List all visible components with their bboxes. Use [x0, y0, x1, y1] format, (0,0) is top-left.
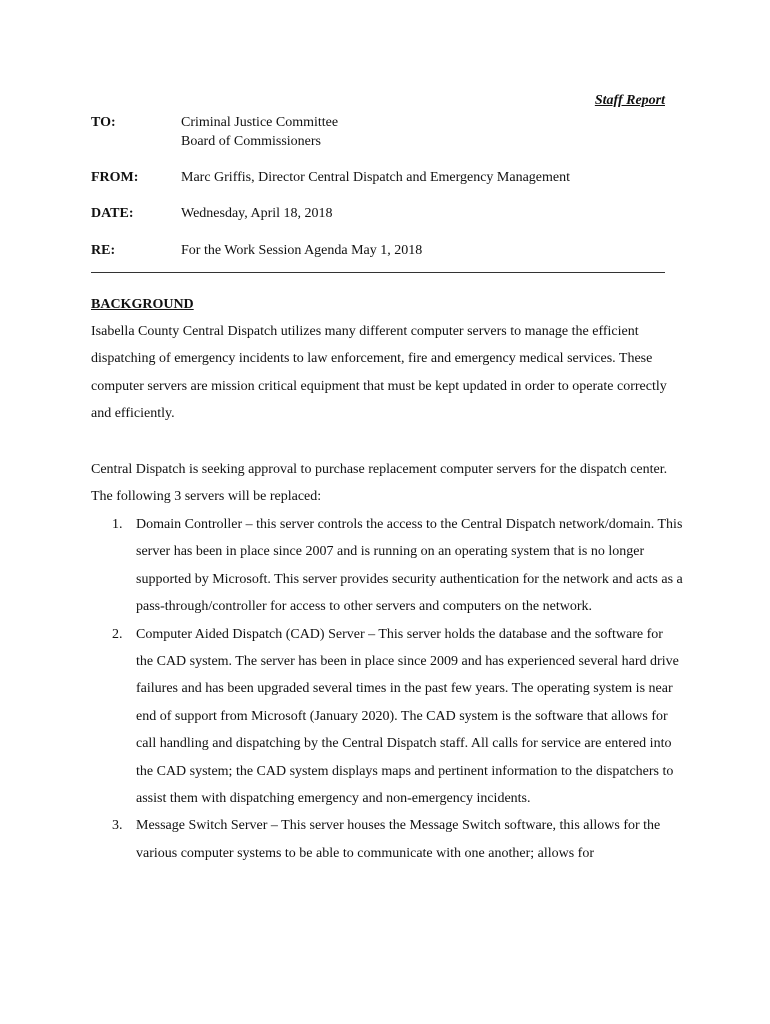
background-paragraph-2: Central Dispatch is seeking approval to purchase replacement computer servers for the dispatch center. The following 3 servers will be replaced: [91, 462, 668, 505]
to-line-2: Board of Commissioners [181, 134, 321, 149]
list-item-number: 2. [112, 626, 123, 642]
server-list [91, 511, 683, 867]
re-label: RE: [91, 243, 116, 258]
list-item-text: Computer Aided Dispatch (CAD) Server – This server holds the database and the software for the CAD system. The server has been in place since 2009 and has experienced several hard drive failures and has been upgraded several times in the past few years. The operating system is near end of support from Microsoft (January 2020). The CAD system is the software that allows for call handling and dispatching by the Central Dispatch staff. All calls for service are entered into the CAD system; the CAD system displays maps and pertinent information to the dispatchers to assist them with dispatching emergency and non-emergency incidents. [136, 626, 679, 807]
list-item [112, 812, 683, 867]
list-item-text: Domain Controller – this server controls the access to the Central Dispatch network/domain. This server has been in place since 2007 and is running on an operating system that is no longer supported by Microsoft. This server provides security authentication for the network and acts as a pass-through/controller for access to other servers and computers on the network. [136, 517, 683, 615]
to-line-1: Criminal Justice Committee [181, 115, 339, 130]
from-value: Marc Griffis, Director Central Dispatch and Emergency Management [181, 170, 571, 185]
staff-report-label: Staff Report [594, 93, 665, 108]
date-value: Wednesday, April 18, 2018 [181, 206, 333, 221]
to-label: TO: [91, 115, 116, 130]
from-label: FROM: [91, 170, 139, 185]
background-heading: BACKGROUND [91, 297, 194, 312]
list-item-text: Message Switch Server – This server houses the Message Switch software, this allows for the various computer systems to be able to communicate with one another; allows for [136, 818, 661, 861]
background-paragraph-1: Isabella County Central Dispatch utilizes many different computer servers to manage the efficient dispatching of emergency incidents to law enforcement, fire and emergency medical services. These computer servers are mission critical equipment that must be kept updated in order to operate correctly and efficiently. [91, 324, 667, 422]
list-item-number: 1. [112, 517, 123, 532]
to-value [181, 113, 661, 151]
date-label: DATE: [91, 206, 134, 221]
list-item-number: 3. [112, 818, 123, 834]
header-divider [91, 272, 665, 273]
list-item [112, 621, 683, 813]
re-value: For the Work Session Agenda May 1, 2018 [181, 243, 423, 258]
list-item [112, 511, 683, 621]
